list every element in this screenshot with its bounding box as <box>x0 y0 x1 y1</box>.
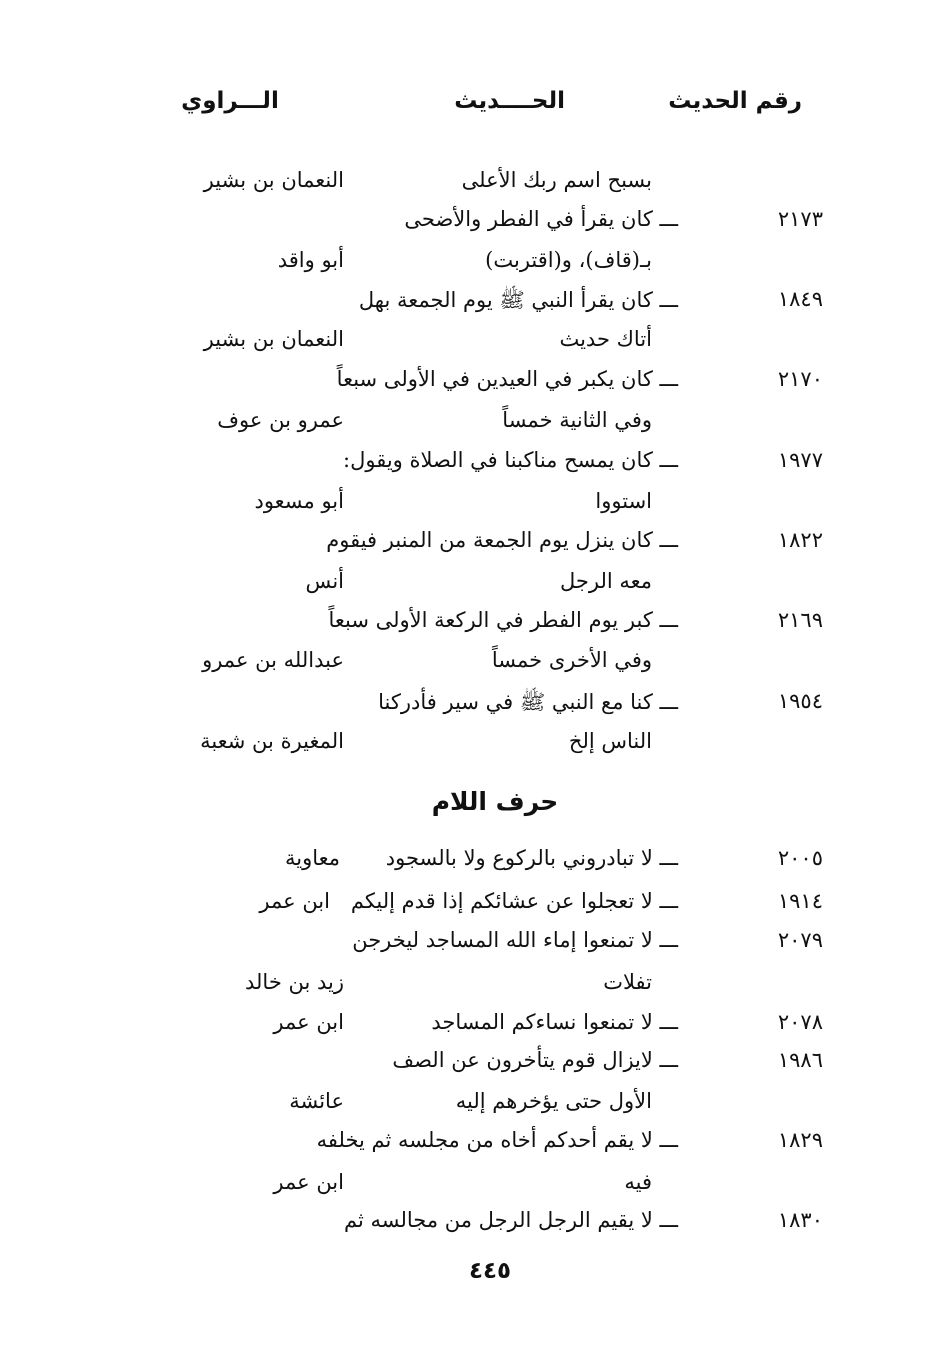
hadith-text-line: ـــ لا يقيم الرجل الرجل من مجالسه ثم <box>343 1208 678 1232</box>
hadith-text-line: ـــ كان يقرأ في الفطر والأضحى <box>404 207 678 231</box>
hadith-text-line: ـــ لا تمنعوا إماء الله المساجد ليخرجن <box>352 928 678 952</box>
column-header-narrator: الـــراوي <box>181 88 279 114</box>
narrator: أنس <box>305 569 344 593</box>
narrator: النعمان بن بشير <box>203 327 344 351</box>
hadith-number: ٢٠٧٩ <box>777 928 823 952</box>
hadith-text-line: ـــ لا تعجلوا عن عشائكم إذا قدم إليكم <box>350 889 678 913</box>
narrator: عبدالله بن عمرو <box>202 648 344 672</box>
narrator: زيد بن خالد <box>245 970 344 994</box>
hadith-text-line: الأول حتى يؤخرهم إليه <box>455 1089 652 1113</box>
hadith-text-line: فيه <box>624 1170 652 1194</box>
hadith-text-line: ـــ لا يقم أحدكم أخاه من مجلسه ثم يخلفه <box>316 1128 678 1152</box>
hadith-text-line: ـــ كنا مع النبي ﷺ في سير فأدركنا <box>378 690 678 714</box>
narrator: ابن عمر <box>273 1010 344 1034</box>
hadith-text-line: استووا <box>595 489 652 513</box>
hadith-text-line: معه الرجل <box>559 569 652 593</box>
narrator: النعمان بن بشير <box>203 168 344 192</box>
narrator: ابن عمر <box>273 1170 344 1194</box>
hadith-text-line: ـــ لا تبادروني بالركوع ولا بالسجود <box>385 846 678 870</box>
column-header-hadith: الحــــديث <box>454 88 565 114</box>
section-title: حرف اللام <box>431 787 559 816</box>
hadith-number: ٢٠٠٥ <box>777 846 823 870</box>
hadith-text-line: ـــ كان يكبر في العيدين في الأولى سبعاً <box>336 367 678 391</box>
narrator: عائشة <box>289 1089 344 1113</box>
hadith-number: ٢١٦٩ <box>777 608 823 632</box>
hadith-text-line: ـــ كان يمسح مناكبنا في الصلاة ويقول: <box>343 448 678 472</box>
hadith-text-line: ـــ كبر يوم الفطر في الركعة الأولى سبعاً <box>328 608 678 632</box>
hadith-number: ٢١٧٣ <box>777 207 823 231</box>
hadith-text-line: ـــ لا تمنعوا نساءكم المساجد <box>431 1010 678 1034</box>
narrator: أبو واقد <box>277 248 344 272</box>
hadith-number: ١٨٢٩ <box>777 1128 823 1152</box>
hadith-text-line: الناس إلخ <box>568 729 652 753</box>
narrator: معاوية <box>284 846 340 870</box>
hadith-text-line: ـــ كان يقرأ النبي ﷺ يوم الجمعة بهل <box>358 288 678 312</box>
hadith-number: ٢١٧٠ <box>777 367 823 391</box>
hadith-number: ١٩١٤ <box>777 889 823 913</box>
hadith-text-line: بسبح اسم ربك الأعلى <box>461 168 652 192</box>
hadith-text-line: بـ(قاف)، و(اقتربت) <box>485 248 652 272</box>
hadith-number: ١٨٣٠ <box>777 1208 823 1232</box>
narrator: ابن عمر <box>259 889 330 913</box>
hadith-text-line: أتاك حديث <box>559 327 652 351</box>
hadith-number: ١٨٢٢ <box>777 528 823 552</box>
hadith-number: ١٨٤٩ <box>777 287 823 311</box>
hadith-text-line: وفي الأخرى خمساً <box>491 648 652 672</box>
hadith-number: ١٩٥٤ <box>777 689 823 713</box>
hadith-number: ١٩٨٦ <box>777 1048 823 1072</box>
narrator: أبو مسعود <box>254 489 344 513</box>
hadith-text-line: ـــ كان ينزل يوم الجمعة من المنبر فيقوم <box>326 528 678 552</box>
page-number: ٤٤٥ <box>468 1258 512 1284</box>
hadith-text-line: وفي الثانية خمساً <box>502 408 652 432</box>
hadith-text-line: ـــ لايزال قوم يتأخرون عن الصف <box>392 1048 678 1072</box>
hadith-number: ١٩٧٧ <box>777 448 823 472</box>
hadith-text-line: تفلات <box>603 970 652 994</box>
narrator: المغيرة بن شعبة <box>200 729 344 753</box>
narrator: عمرو بن عوف <box>217 408 344 432</box>
column-header-number: رقم الحديث <box>668 88 802 114</box>
hadith-number: ٢٠٧٨ <box>777 1010 823 1034</box>
